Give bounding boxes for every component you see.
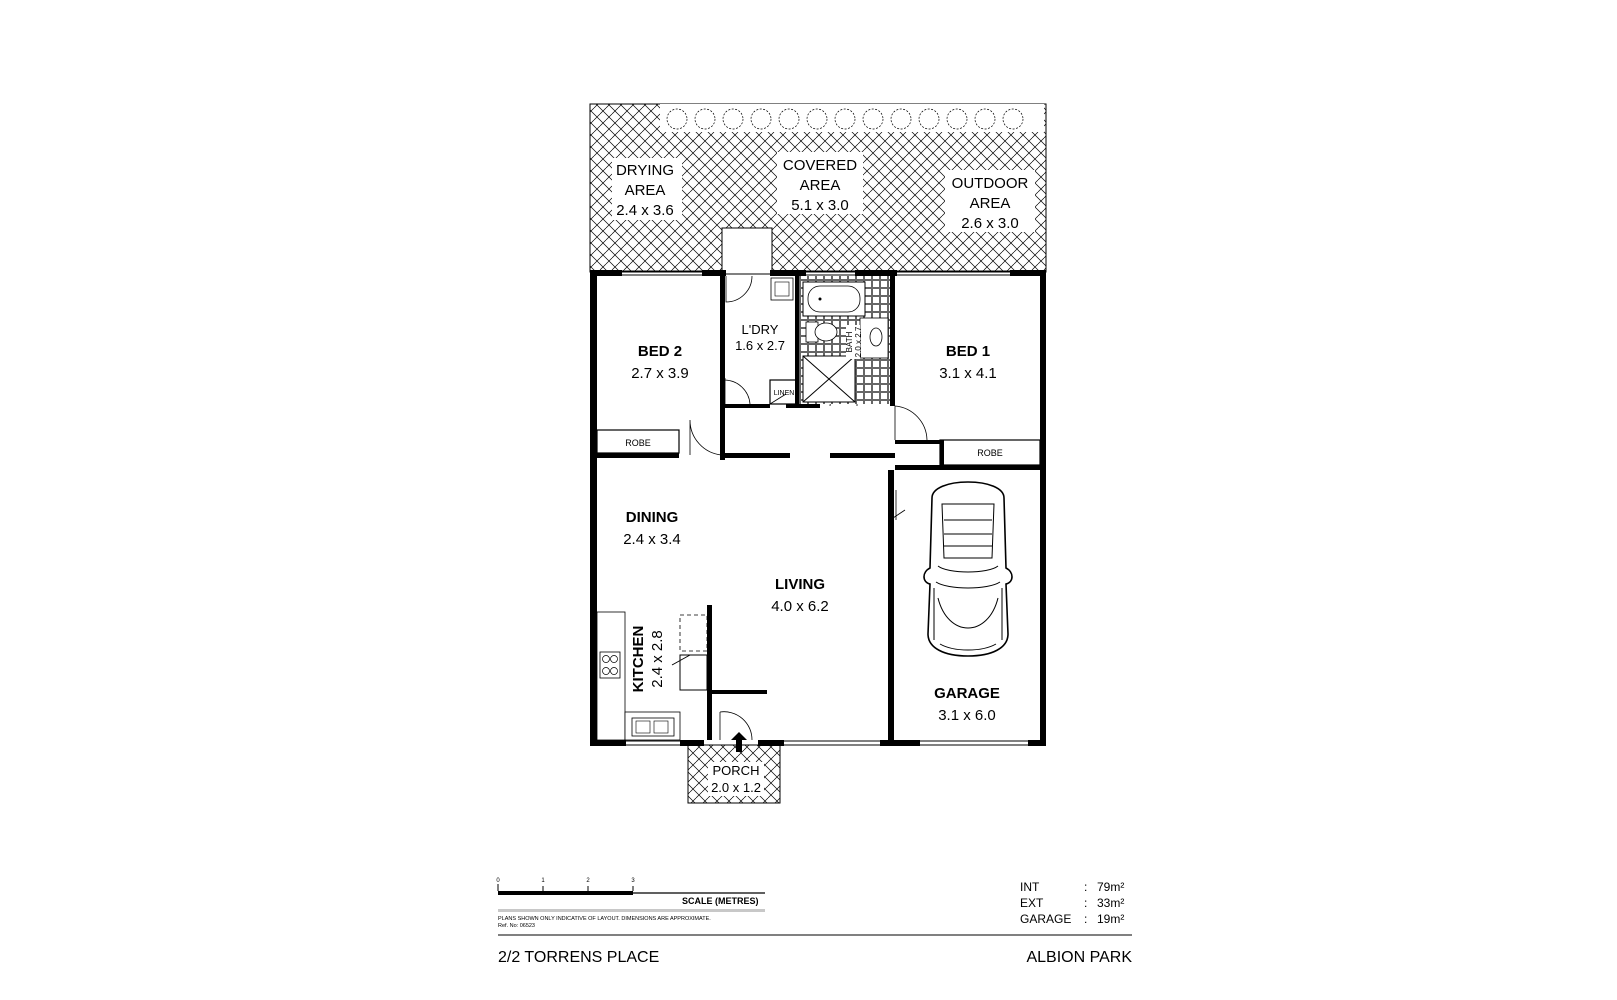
shrub-icon	[807, 109, 827, 129]
dining-dim: 2.4 x 3.4	[623, 531, 681, 548]
porch-dim: 2.0 x 1.2	[711, 780, 761, 795]
laundry-step	[722, 228, 772, 274]
area-summary	[1020, 880, 1124, 926]
living-dim: 4.0 x 6.2	[771, 598, 829, 615]
covered-dim: 5.1 x 3.0	[791, 197, 849, 214]
address-street: 2/2 TORRENS PLACE	[498, 949, 660, 966]
bed1-dim: 3.1 x 4.1	[939, 365, 997, 382]
area-ext-value: 33m²	[1097, 896, 1125, 910]
bed2-label: BED 2	[637, 343, 683, 360]
scale-tick-2: 2	[586, 878, 590, 884]
toilet-icon	[806, 322, 837, 342]
disclaimer: PLANS SHOWN ONLY INDICATIVE OF LAYOUT. DIMENSIONS ARE APPROXIMATE.	[498, 916, 711, 922]
dining-label: DINING	[625, 509, 679, 526]
covered-label-2: AREA	[799, 177, 841, 194]
garage-dim: 3.1 x 6.0	[938, 707, 996, 724]
drying-label-1: DRYING	[615, 162, 675, 179]
ref-number: Ref. No: 06523	[498, 923, 535, 929]
laundry-tub-icon	[771, 278, 793, 300]
bath-label: BATH	[845, 331, 854, 353]
scale-label: SCALE (METRES)	[682, 896, 759, 906]
bath-dim: 2.0 x 2.7	[854, 326, 863, 358]
shrub-icon	[751, 109, 771, 129]
shrub-icon	[667, 109, 687, 129]
shrub-icon	[863, 109, 883, 129]
basin-icon	[870, 328, 882, 346]
kitchen-label: KITCHEN	[630, 625, 647, 693]
living-label: LIVING	[774, 576, 826, 593]
area-ext-label: EXT	[1020, 896, 1044, 910]
outdoor-dim: 2.6 x 3.0	[961, 215, 1019, 232]
shrub-icon	[723, 109, 743, 129]
area-int-value: 79m²	[1097, 880, 1125, 894]
shrub-icon	[891, 109, 911, 129]
area-garage-colon: :	[1084, 912, 1088, 926]
area-garage-label: GARAGE	[1020, 912, 1072, 926]
scale-tick-1: 1	[541, 878, 545, 884]
laundry-dim: 1.6 x 2.7	[735, 338, 785, 353]
scale-tick-3: 3	[631, 878, 635, 884]
cooktop-icon	[600, 652, 620, 678]
bathroom	[799, 276, 890, 404]
shrub-icon	[975, 109, 995, 129]
robe2-label: ROBE	[625, 438, 651, 448]
bed2-dim: 2.7 x 3.9	[631, 365, 689, 382]
robe1-label: ROBE	[977, 448, 1003, 458]
kitchen-dim: 2.4 x 2.8	[649, 630, 666, 688]
area-int-colon: :	[1084, 880, 1088, 894]
area-garage-value: 19m²	[1097, 912, 1125, 926]
shrub-icon	[947, 109, 967, 129]
drying-dim: 2.4 x 3.6	[616, 202, 674, 219]
address-suburb: ALBION PARK	[1026, 949, 1132, 966]
outdoor-label-2: AREA	[969, 195, 1011, 212]
area-ext-colon: :	[1084, 896, 1088, 910]
drying-label-2: AREA	[624, 182, 666, 199]
area-int-label: INT	[1020, 880, 1040, 894]
scale-tick-0: 0	[496, 878, 500, 884]
shrub-icon	[1003, 109, 1023, 129]
shower-icon	[803, 356, 855, 402]
shrub-icon	[695, 109, 715, 129]
porch-label: PORCH	[712, 763, 760, 778]
garage-label: GARAGE	[934, 685, 1000, 702]
shrub-icon	[835, 109, 855, 129]
covered-label-1: COVERED	[782, 157, 858, 174]
outdoor-label-1: OUTDOOR	[951, 175, 1029, 192]
car-icon	[924, 482, 1012, 656]
bed1-label: BED 1	[945, 343, 991, 360]
sink-icon	[632, 718, 674, 736]
shrub-icon	[779, 109, 799, 129]
linen-label: LINEN	[773, 390, 795, 397]
laundry-label: L'DRY	[741, 322, 779, 337]
shrub-icon	[919, 109, 939, 129]
